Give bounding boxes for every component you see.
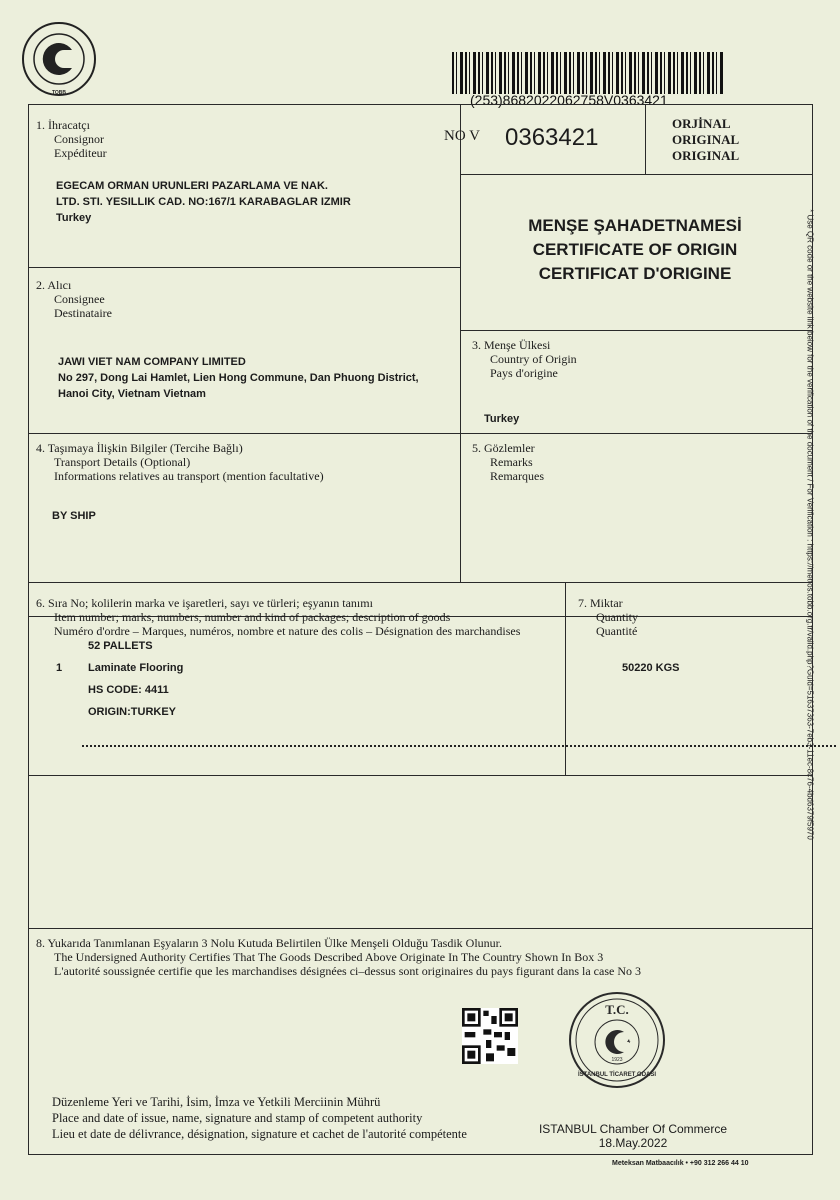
goods-origin: ORIGIN:TURKEY [88,706,176,718]
chamber-stamp-icon [567,990,667,1090]
qr-code-icon [462,1008,518,1064]
goods-item-number: 1 [56,662,63,674]
certificate-number-prefix: NO V [444,128,480,144]
consignee-label: 2. Alıcı Consignee Destinataire [36,278,112,320]
remarks-label: 5. Gözlemler Remarks Remarques [472,441,544,483]
goods-description-label: 6. Sıra No; kolilerin marka ve işaretleri, sayı ve türleri; eşyanın tanımı Item number; marks, numbers, number and kind of packages; description of goods Numéro d'ordre – Marques, numéros, nombre et nature des colis – Désignation des marchandises [36,596,521,638]
quantity-value: 50220 KGS [622,662,680,674]
consignee-address: JAWI VIET NAM COMPANY LIMITED No 297, Dong Lai Hamlet, Lien Hong Commune, Dan Phuong District, Hanoi City, Vietnam Vietnam [58,356,419,400]
dotted-separator [82,745,836,747]
goods-pallets: 52 PALLETS [88,640,153,652]
printer-footer: Meteksan Matbaacılık • +90 312 266 44 10 [612,1160,749,1167]
certificate-number: 0363421 [505,124,599,151]
quantity-label: 7. Miktar Quantity Quantité [578,596,638,638]
stamp-ring-text: İSTANBUL TİCARET ODASI [577,1072,657,1078]
stamp-top-text: T.C. [605,1002,629,1017]
consignor-address: EGECAM ORMAN URUNLERI PAZARLAMA VE NAK. LTD. STI. YESILLIK CAD. NO:167/1 KARABAGLAR IZMIR Turkey [56,180,351,224]
verification-note: * Use QR code or the website link below for the verification of the document / For Verification : https://mettos.tobb.org.tr/valid.php?Guid=51637363-7eb3-11ec-8c76-4bd6379f5970 [805,209,815,840]
tobb-logo-icon [20,20,98,98]
country-of-origin: Turkey [484,413,520,425]
consignor-label: 1. İhracatçı Consignor Expéditeur [36,118,107,160]
stamp-year: 1923 [611,1057,623,1063]
country-of-origin-label: 3. Menşe Ülkesi Country of Origin Pays d'origine [472,338,577,380]
transport-details: BY SHIP [52,510,96,522]
issue-label: Düzenleme Yeri ve Tarihi, İsim, İmza ve Yetkili Merciinin Mührü Place and date of issue, name, signature and stamp of competent authority Lieu et date de délivrance, désignation, signature et cachet de l'autorité compétente [52,1095,467,1141]
goods-hs-code: HS CODE: 4411 [88,684,169,696]
document-title: MENŞE ŞAHADETNAMESİ CERTIFICATE OF ORIGIN CERTIFICAT D'ORIGINE [528,216,742,283]
barcode-number: (253)8682022062758V0363421 [470,92,668,108]
transport-details-label: 4. Taşımaya İlişkin Bilgiler (Tercihe Bağlı) Transport Details (Optional) Informations relatives au transport (mention facultative) [36,441,324,483]
original-marking: ORJİNAL ORIGINAL ORIGINAL [672,116,740,163]
svg-text:TOBB: TOBB [51,90,67,96]
barcode [452,52,725,94]
goods-description: Laminate Flooring [88,662,184,674]
certification-statement: 8. Yukarıda Tanımlanan Eşyaların 3 Nolu Kutuda Belirtilen Ülke Menşeli Olduğu Tasdik Olunur. The Undersigned Authority Certifies That The Goods Described Above Originate In The Country Shown In Box 3 L'autorité soussignée certifie que les marchandises désignées ci–dessus sont originaires du pays figurant dans la case No 3 [36,936,641,978]
issue-place-date: ISTANBUL Chamber Of Commerce 18.May.2022 [538,1122,728,1150]
